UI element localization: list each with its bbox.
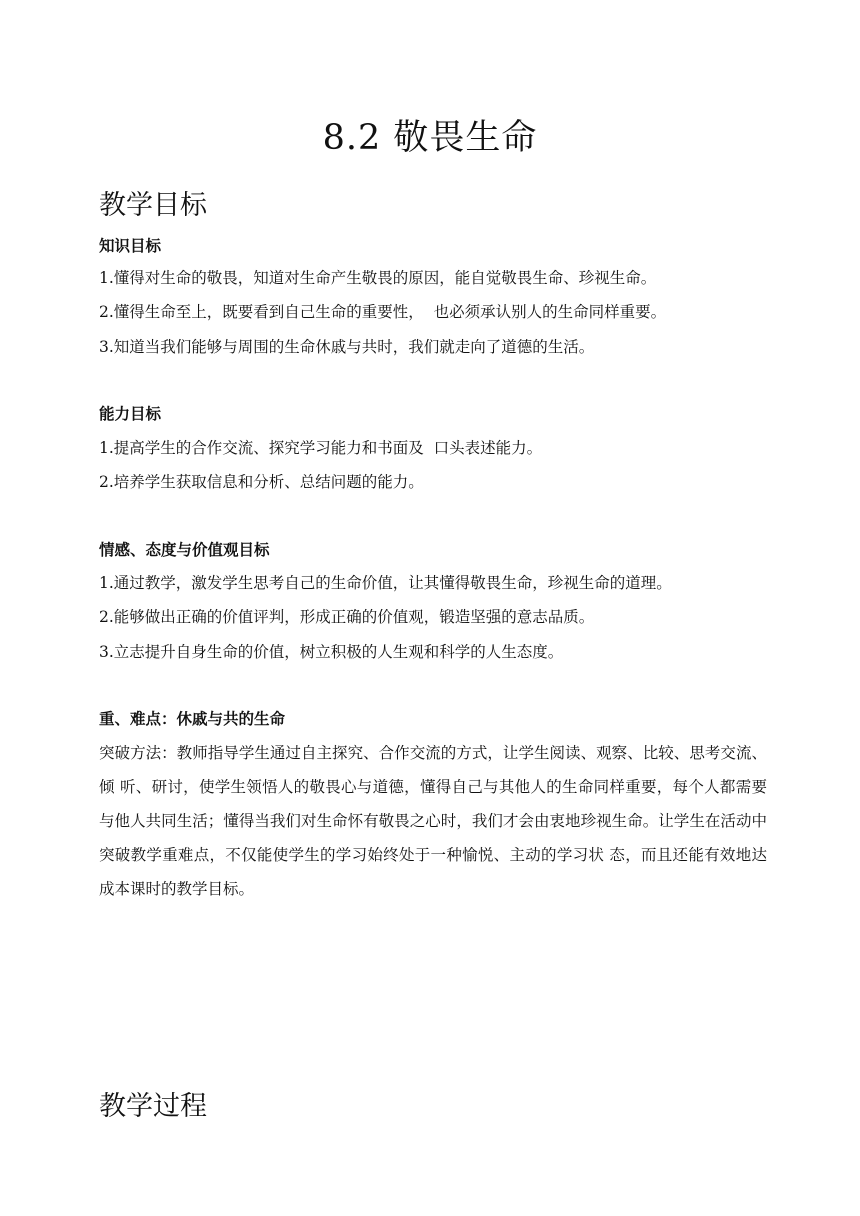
key-points-paragraph: 突破方法：教师指导学生通过自主探究、合作交流的方式，让学生阅读、观察、比较、思考交流、倾 听、研讨，使学生领悟人的敬畏心与道德，懂得自己与其他人的生命同样重要，每个人都需要与他人共同生活；懂得当我们对生命怀有敬畏之心时，我们才会由衷地珍视生命。让学生在活动中突破教学重难点，不仅能使学生的学习始终处于一种愉悦、主动的学习状 态，而且还能有效地达成本课时的教学目标。 <box>99 744 767 898</box>
emotion-goal-item: 3.立志提升自身生命的价值，树立积极的人生观和科学的人生态度。 <box>99 643 564 661</box>
section-heading-process: 教学过程 <box>99 1091 207 1122</box>
ability-goals-heading: 能力目标 <box>99 405 162 423</box>
emotion-goal-item: 1.通过教学，激发学生思考自己的生命价值，让其懂得敬畏生命，珍视生命的道理。 <box>99 574 672 592</box>
knowledge-goal-item: 3.知道当我们能够与周围的生命休戚与共时，我们就走向了道德的生活。 <box>99 338 595 356</box>
knowledge-goal-item: 1.懂得对生命的敬畏，知道对生命产生敬畏的原因，能自觉敬畏生命、珍视生命。 <box>99 269 657 287</box>
section-heading-goals: 教学目标 <box>99 190 207 221</box>
page-title: 8.2 敬畏生命 <box>322 118 538 158</box>
emotion-goals-heading: 情感、态度与价值观目标 <box>99 541 270 559</box>
ability-goal-item: 2.培养学生获取信息和分析、总结问题的能力。 <box>99 473 424 491</box>
key-points-heading: 重、难点：休戚与共的生命 <box>99 710 286 728</box>
knowledge-goals-heading: 知识目标 <box>99 237 162 255</box>
ability-goal-item: 1.提高学生的合作交流、探究学习能力和书面及 口头表述能力。 <box>99 439 543 457</box>
knowledge-goal-item: 2.懂得生命至上，既要看到自己生命的重要性， 也必须承认别人的生命同样重要。 <box>99 303 667 321</box>
emotion-goal-item: 2.能够做出正确的价值评判，形成正确的价值观，锻造坚强的意志品质。 <box>99 608 595 626</box>
